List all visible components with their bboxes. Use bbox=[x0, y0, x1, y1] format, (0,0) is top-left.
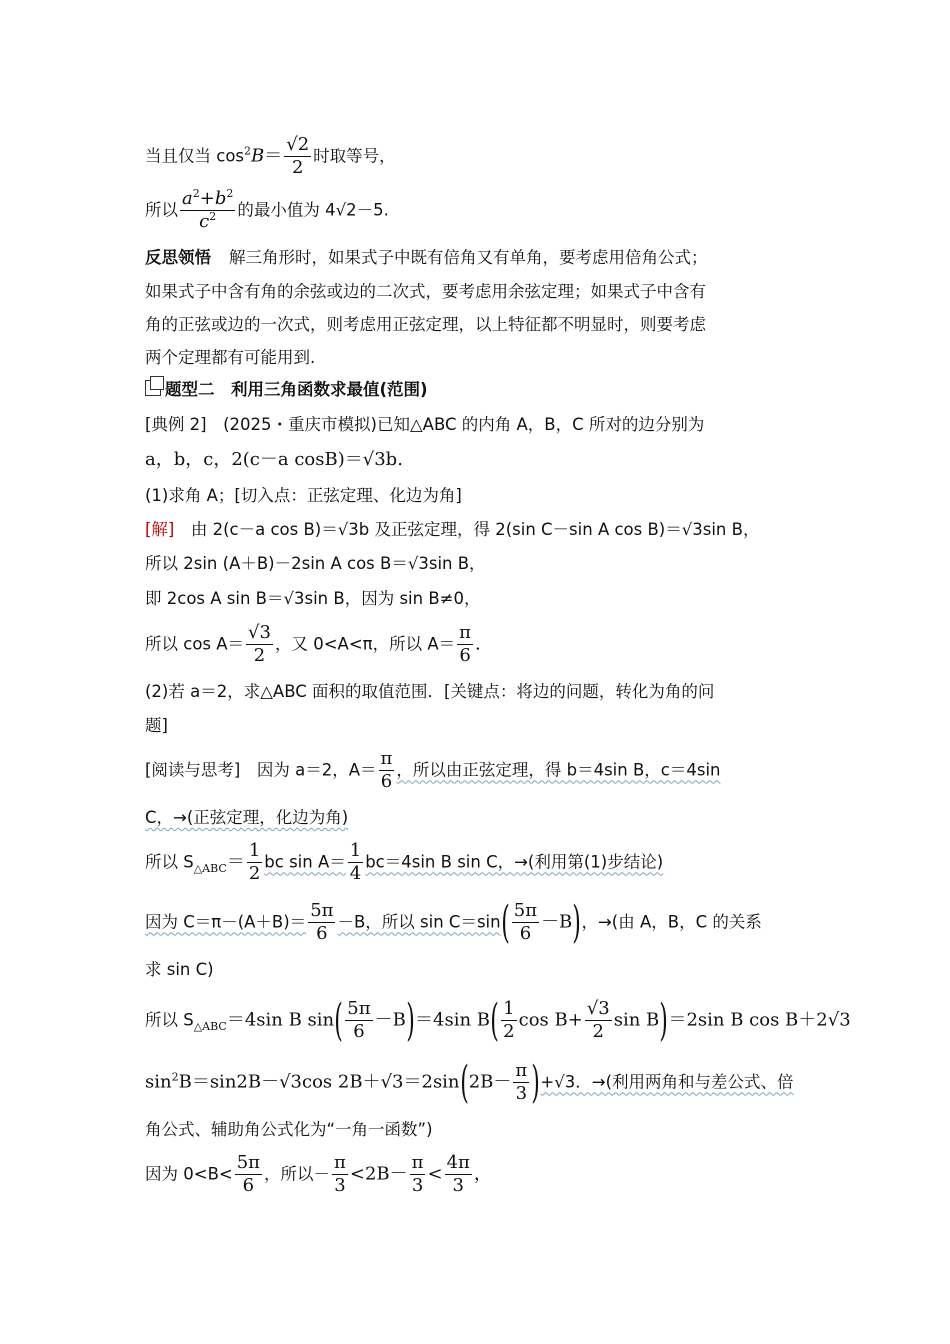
fraction: $\frac{\pi}{6}$ bbox=[459, 622, 471, 666]
fraction: $\frac{5\pi}{6}$ bbox=[513, 900, 538, 944]
reflection-line-3: 角的正弦或边的一次式，则考虑用正弦定理，以上特征都不明显时，则要考虑 bbox=[145, 315, 706, 334]
reflection-line-1: 反思领悟 解三角形时，如果式子中既有倍角又有单角，要考虑用倍角公式； bbox=[145, 248, 708, 267]
solution-tag: [解] bbox=[145, 520, 175, 539]
fraction: $\frac{4\pi}{3}$ bbox=[446, 1152, 470, 1196]
fraction: $\frac{\pi}{3}$ bbox=[411, 1152, 424, 1196]
solution-line-2: 所以 2sin (A＋B)－2sin A cos B＝√3sin B， bbox=[145, 554, 486, 573]
section-icon bbox=[145, 380, 161, 396]
solution-line-3: 即 2cos A sin B＝√3sin B，因为 sin B≠0， bbox=[145, 589, 481, 608]
reading-line-1: [阅读与思考] 因为 a＝2，A＝ $\frac{\pi}{6}$ ，所以由正弦定理，得 b＝4sin B，c＝4sin bbox=[145, 748, 721, 792]
reading-line-2: C，→(正弦定理，化边为角) bbox=[145, 808, 349, 827]
reflection-line-4: 两个定理都有可能用到. bbox=[145, 348, 316, 367]
fraction: $\frac{5\pi}{6}$ bbox=[347, 998, 371, 1042]
reading-line-7: $\sin^2B=\sin 2B-√3\cos$ 2B＋√3＝2sin(2B－ $\frac{\pi}{3}$ )+√3．→(利用两角和与差公式、倍 bbox=[145, 1056, 794, 1108]
fraction: $\frac{\pi}{3}$ bbox=[334, 1152, 346, 1196]
example-line-1: [典例 2] (2025・重庆市模拟)已知△ABC 的内角 A，B，C 所对的边分别为 bbox=[145, 415, 705, 434]
fraction: $\frac{1}{4}$ bbox=[349, 840, 362, 884]
question-2-line-2: 题] bbox=[145, 716, 168, 735]
question-2-line-1: (2)若 a＝2，求△ABC 面积的取值范围．[关键点：将边的问题，转化为角的问 bbox=[145, 682, 715, 701]
reading-line-8: 角公式、辅助角公式化为“一角一函数”) bbox=[145, 1120, 433, 1139]
fraction: $\frac{5\pi}{6}$ bbox=[310, 900, 334, 944]
reading-line-9: 因为 0<B< $\frac{5\pi}{6}$ ，所以－ $\frac{\pi}{3}$ <2B－ $\frac{\pi}{3}$ < $\frac{4\pi}{3}$ ， bbox=[145, 1152, 492, 1196]
question-1: (1)求角 A；[切入点：正弦定理、化边为角] bbox=[145, 486, 462, 505]
example-line-2: a，b，c，2(c－a cosB)＝√3b. bbox=[145, 449, 403, 470]
reflection-line-2: 如果式子中含有角的余弦或边的二次式，要考虑用余弦定理；如果式子中含有 bbox=[145, 282, 706, 301]
fraction: $\frac{\pi}{6}$ bbox=[380, 748, 393, 792]
fraction: $\frac{√2}{2}$ bbox=[286, 134, 310, 178]
fraction: $\frac{\pi}{3}$ bbox=[515, 1060, 528, 1104]
fraction: $\frac{5\pi}{6}$ bbox=[236, 1152, 261, 1196]
line-equality-condition: 当且仅当 $\cos^2B=$ $\frac{√2}{2}$ 时取等号， bbox=[145, 134, 396, 178]
section-heading: 题型二 利用三角函数求最值(范围) bbox=[145, 378, 428, 402]
reading-line-5: 求 sin C) bbox=[145, 960, 214, 979]
fraction: $\frac{a^2+b^2}{c^2}$ bbox=[182, 187, 234, 232]
fraction: $\frac{1}{2}$ bbox=[248, 840, 261, 884]
reading-line-3: 所以 $S_{\triangle ABC}=$ $\frac{1}{2}$ bc sin A＝ $\frac{1}{4}$ bc＝4sin B sin C，→(利用第(1)步结论) bbox=[145, 840, 664, 884]
solution-line-1: [解] 由 2(c－a cos B)＝√3b 及正弦定理，得 2(sin C－sin A cos B)＝√3sin B， bbox=[145, 520, 760, 539]
fraction: $\frac{1}{2}$ bbox=[503, 998, 515, 1042]
fraction: $\frac{√3}{2}$ bbox=[586, 998, 610, 1042]
reading-line-6: 所以 $S_{\triangle ABC}=4\sin$ B sin( $\frac{5\pi}{6}$ －B)＝4sin B( $\frac{1}{2}$ cos B+ $\frac{√3}{2}$ sin B)＝2sin B cos B＋2√3 bbox=[145, 994, 851, 1046]
fraction: $\frac{√3}{2}$ bbox=[248, 622, 271, 666]
reading-line-4: 因为 C＝π－(A＋B)＝ $\frac{5\pi}{6}$ －B，所以 sin C＝sin( $\frac{5\pi}{6}$ －B)，→(由 A，B，C 的关系 bbox=[145, 896, 762, 948]
solution-line-4: 所以 cos A＝ $\frac{√3}{2}$ ，又 0<A<π，所以 A＝ $\frac{\pi}{6}$ . bbox=[145, 622, 481, 666]
line-min-value: 所以 $\frac{a^2+b^2}{c^2}$ 的最小值为 4√2－5. bbox=[145, 187, 389, 232]
